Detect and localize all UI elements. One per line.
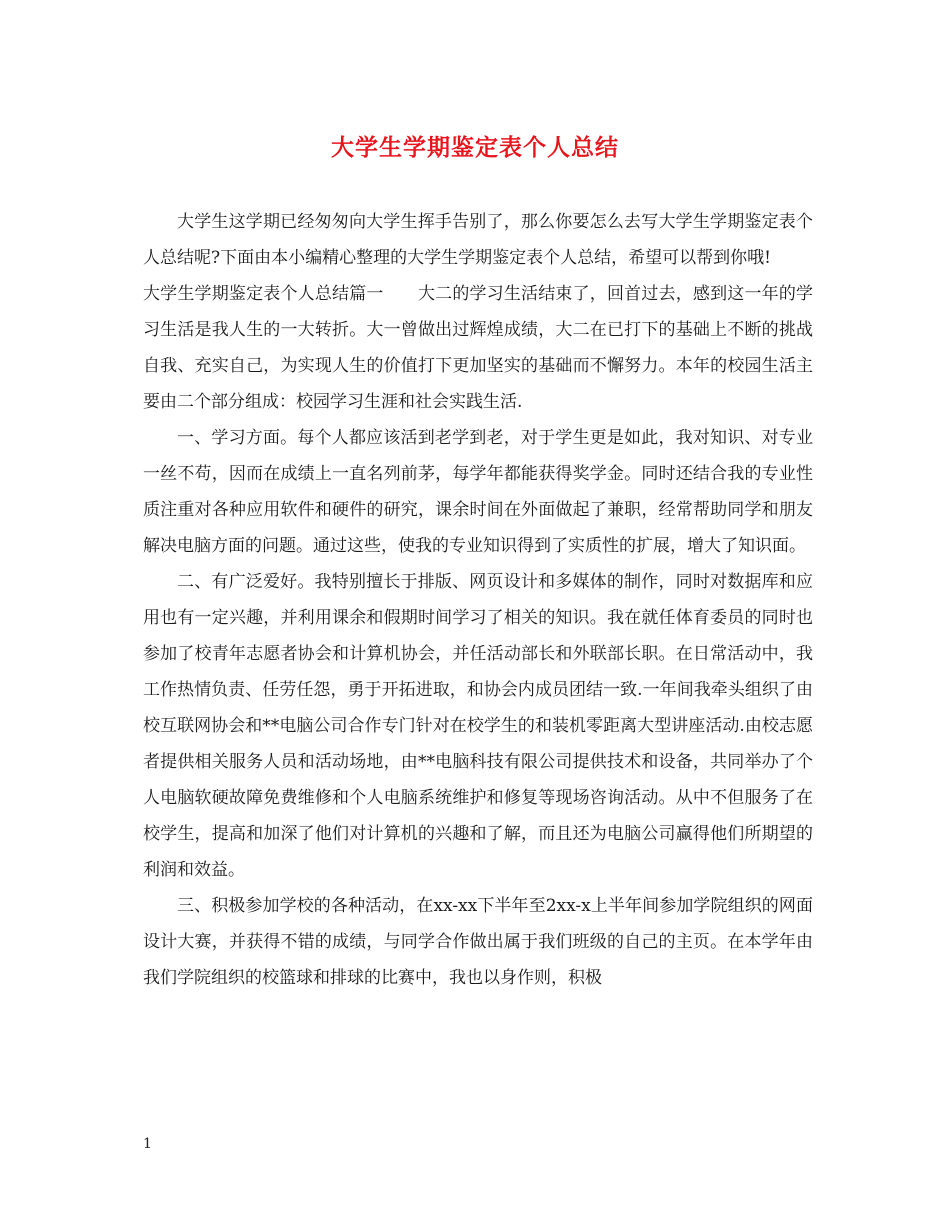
document-body xyxy=(143,204,813,996)
page-number: 1 xyxy=(143,1136,152,1152)
paragraph-activities: 三、积极参加学校的各种活动，在xx-xx下半年至2xx-x上半年间参加学院组织的网面设计大赛，并获得不错的成绩，与同学合作做出属于我们班级的自己的主页。在本学年由我们学院组织的校篮球和排球的比赛中，我也以身作则，积极 xyxy=(143,896,813,988)
document-title: 大学生学期鉴定表个人总结 xyxy=(331,134,619,161)
paragraph-hobbies: 二、有广泛爱好。我特别擅长于排版、网页设计和多媒体的制作，同时对数据库和应用也有一定兴趣，并利用课余和假期时间学习了相关的知识。我在就任体育委员的同时也参加了校青年志愿者协会和计算机协会，并任活动部长和外联部长职。在日常活动中，我工作热情负责、任劳任怨，勇于开拓进取，和协会内成员团结一致.一年间我牵头组织了由校互联网协会和**电脑公司合作专门针对在校学生的和装机零距离大型讲座活动.由校志愿者提供相关服务人员和活动场地，由**电脑科技有限公司提供技术和设备，共同举办了个人电脑软硬故障免费维修和个人电脑系统维护和修复等现场咨询活动。从中不但服务了在校学生，提高和加深了他们对计算机的兴趣和了解，而且还为电脑公司赢得他们所期望的利润和效益。 xyxy=(143,572,813,880)
paragraph-study: 一、学习方面。每个人都应该活到老学到老，对于学生更是如此，我对知识、对专业一丝不苟，因而在成绩上一直名列前茅，每学年都能获得奖学金。同时还结合我的专业性质注重对各种应用软件和硬件的研究，课余时间在外面做起了兼职，经常帮助同学和朋友解决电脑方面的问题。通过这些，使我的专业知识得到了实质性的扩展，增大了知识面。 xyxy=(143,428,813,556)
paragraph-intro: 大学生这学期已经匆匆向大学生挥手告别了，那么你要怎么去写大学生学期鉴定表个人总结呢?下面由本小编精心整理的大学生学期鉴定表个人总结，希望可以帮到你哦! xyxy=(143,212,813,268)
paragraph-section-one-heading: 大学生学期鉴定表个人总结篇一 大二的学习生活结束了，回首过去，感到这一年的学习生活是我人生的一大转折。大一曾做出过辉煌成绩，大二在已打下的基础上不断的挑战自我、充实自己，为实现人生的价值打下更加坚实的基础而不懈努力。本年的校园生活主要由二个部分组成：校园学习生涯和社会实践生活. xyxy=(143,284,813,412)
